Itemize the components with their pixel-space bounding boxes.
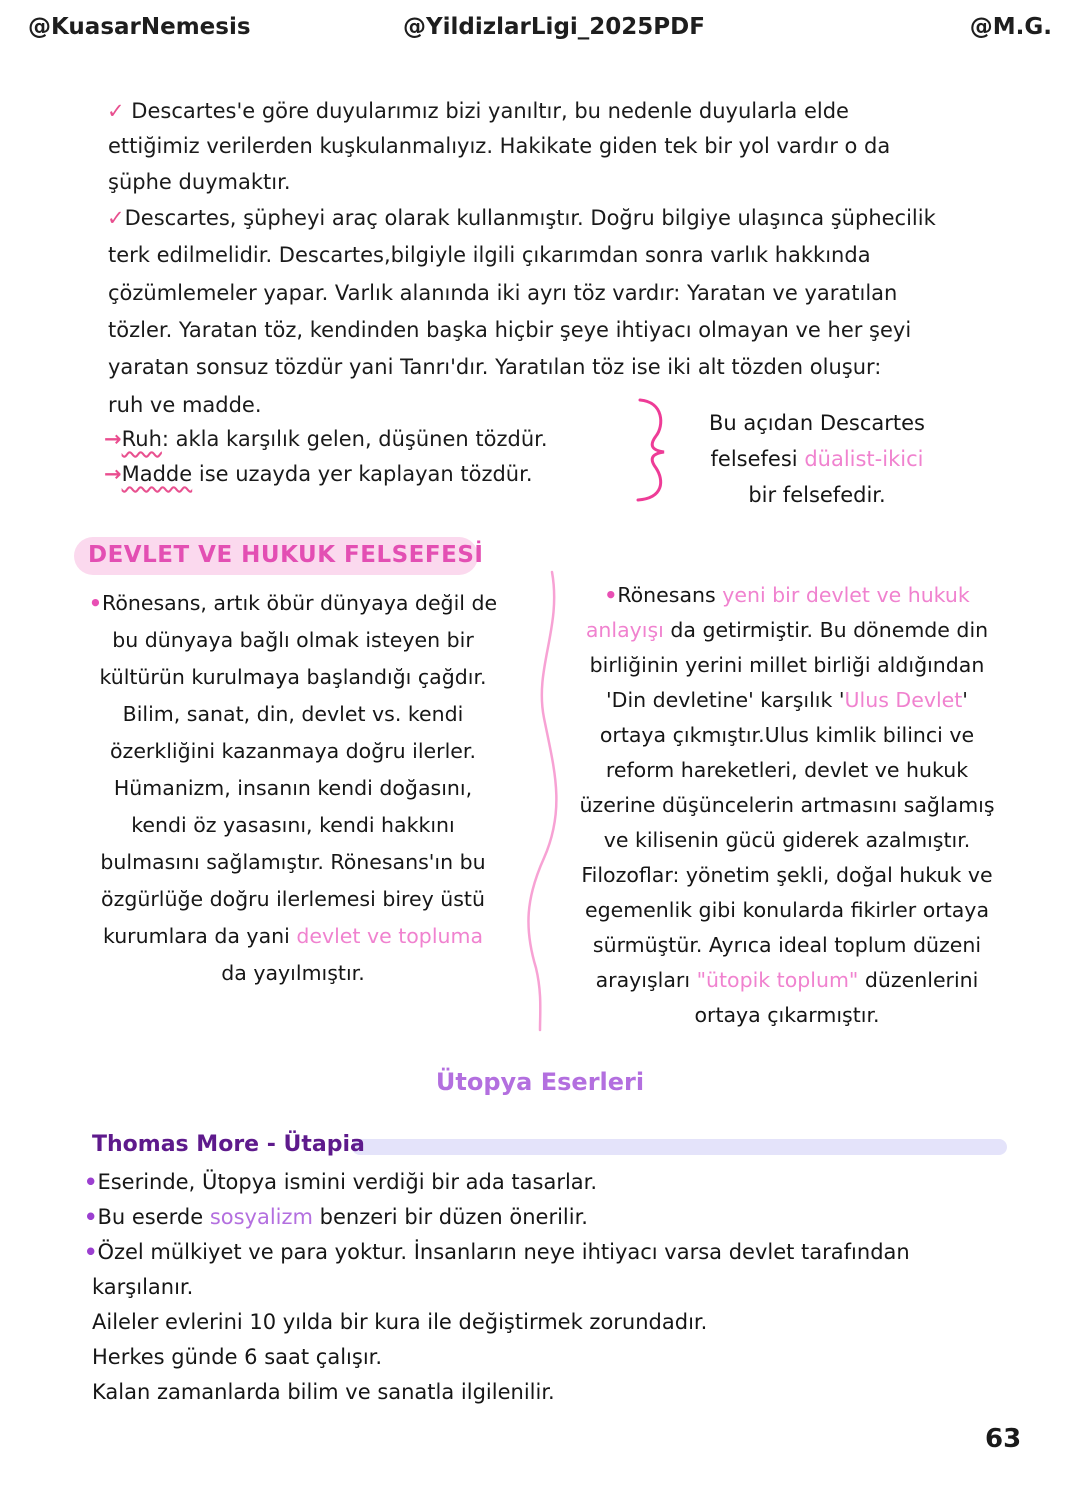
curly-brace-icon	[630, 396, 678, 504]
header-handle-center: @YildizlarLigi_2025PDF	[403, 14, 705, 40]
dualism-note: Bu açıdan Descartes felsefesi düalist-ikici bir felsefedir.	[709, 411, 925, 507]
descartes-p2-line1: ✓Descartes, şüpheyi araç olarak kullanmıştır. Doğru bilgiye ulaşınca şüphecilik	[107, 206, 936, 230]
right-column: •Rönesans yeni bir devlet ve hukuk anlayışı da getirmiştir. Bu dönemde din birliğinin yerini millet birliği aldığından 'Din devletine' karşılık 'Ulus Devlet' ortaya çıkmıştır.Ulus kimlik bilinci ve reform hareketleri, devlet ve hukuk üzerine düşüncelerin artmasını sağlamış ve kilisenin gücü giderek azalmıştır. Filozoflar: yönetim şekli, doğal hukuk ve egemenlik gibi konularda fikirler ortaya sürmüştür. Ayrıca ideal toplum düzeni arayışları "ütopik toplum" düzenlerini ortaya çıkarmıştır.	[579, 583, 995, 1027]
left-column: •Rönesans, artık öbür dünyaya değil de bu dünyaya bağlı olmak isteyen bir kültürün kurulmaya başlandığı çağdır. Bilim, sanat, din, devlet vs. kendi özerkliğini kazanmaya doğru ilerler. Hümanizm, insanın kendi doğasını, kendi öz yasasını, kendi hakkını bulmasını sağlamıştır. Rönesans'ın bu özgürlüğe doğru ilerlemesi birey üstü kurumlara da yani devlet ve topluma da yayılmıştır.	[88, 591, 498, 985]
descartes-p1-line3: şüphe duymaktır.	[108, 170, 291, 194]
section-title: DEVLET VE HUKUK FELSEFESİ	[88, 542, 484, 568]
utopia-line-2: Herkes günde 6 saat çalışır.	[92, 1345, 383, 1369]
bullet-icon: •	[84, 1170, 98, 1194]
utopia-line-1: Aileler evlerini 10 yılda bir kura ile değiştirmek zorundadır.	[92, 1310, 708, 1334]
bullet-icon: •	[88, 591, 102, 615]
madde-item: →Madde ise uzayda yer kaplayan tözdür.	[104, 462, 533, 486]
header-handle-left: @KuasarNemesis	[28, 14, 251, 40]
descartes-p2-line6: ruh ve madde.	[108, 393, 262, 417]
utopia-bullet-1: •Eserinde, Ütopya ismini verdiği bir ada tasarlar.	[84, 1170, 598, 1194]
utopia-bullet-3: •Özel mülkiyet ve para yoktur. İnsanların neye ihtiyacı varsa devlet tarafından	[84, 1240, 910, 1264]
bullet-icon: •	[604, 583, 618, 607]
bullet-icon: •	[84, 1240, 98, 1264]
descartes-p1-line1: ✓ Descartes'e göre duyularımız bizi yanıltır, bu nedenle duyularla elde	[107, 99, 849, 123]
descartes-p2-line5: yaratan sonsuz tözdür yani Tanrı'dır. Yaratılan töz ise iki alt tözden oluşur:	[108, 355, 882, 379]
descartes-p1-line2: ettiğimiz verilerden kuşkulanmalıyız. Hakikate giden tek bir yol vardır o da	[108, 134, 891, 158]
page-number: 63	[985, 1424, 1022, 1454]
arrow-right-icon: →	[104, 427, 122, 451]
descartes-p2-line2: terk edilmelidir. Descartes,bilgiyle ilgili çıkarımdan sonra varlık hakkında	[108, 243, 871, 267]
descartes-p2-line3: çözümlemeler yapar. Varlık alanında iki ayrı töz vardır: Yaratan ve yaratılan	[108, 281, 898, 305]
utopia-bullet-3-cont: karşılanır.	[92, 1275, 194, 1299]
utopia-subtitle: Thomas More - Ütapia	[92, 1132, 365, 1157]
header-handle-right: @M.G.	[969, 14, 1052, 40]
utopia-bullet-2: •Bu eserde sosyalizm benzeri bir düzen önerilir.	[84, 1205, 588, 1229]
arrow-right-icon: →	[104, 462, 122, 486]
utopia-title: Ütopya Eserleri	[435, 1068, 645, 1096]
bullet-icon: •	[84, 1205, 98, 1229]
check-icon: ✓	[107, 206, 125, 230]
check-icon: ✓	[107, 99, 125, 123]
subtitle-bar	[352, 1139, 1007, 1155]
ruh-item: →Ruh: akla karşılık gelen, düşünen tözdür.	[104, 427, 548, 451]
descartes-p2-line4: tözler. Yaratan töz, kendinden başka hiçbir şeye ihtiyacı olmayan ve her şeyi	[108, 318, 912, 342]
utopia-line-3: Kalan zamanlarda bilim ve sanatla ilgilenilir.	[92, 1380, 555, 1404]
